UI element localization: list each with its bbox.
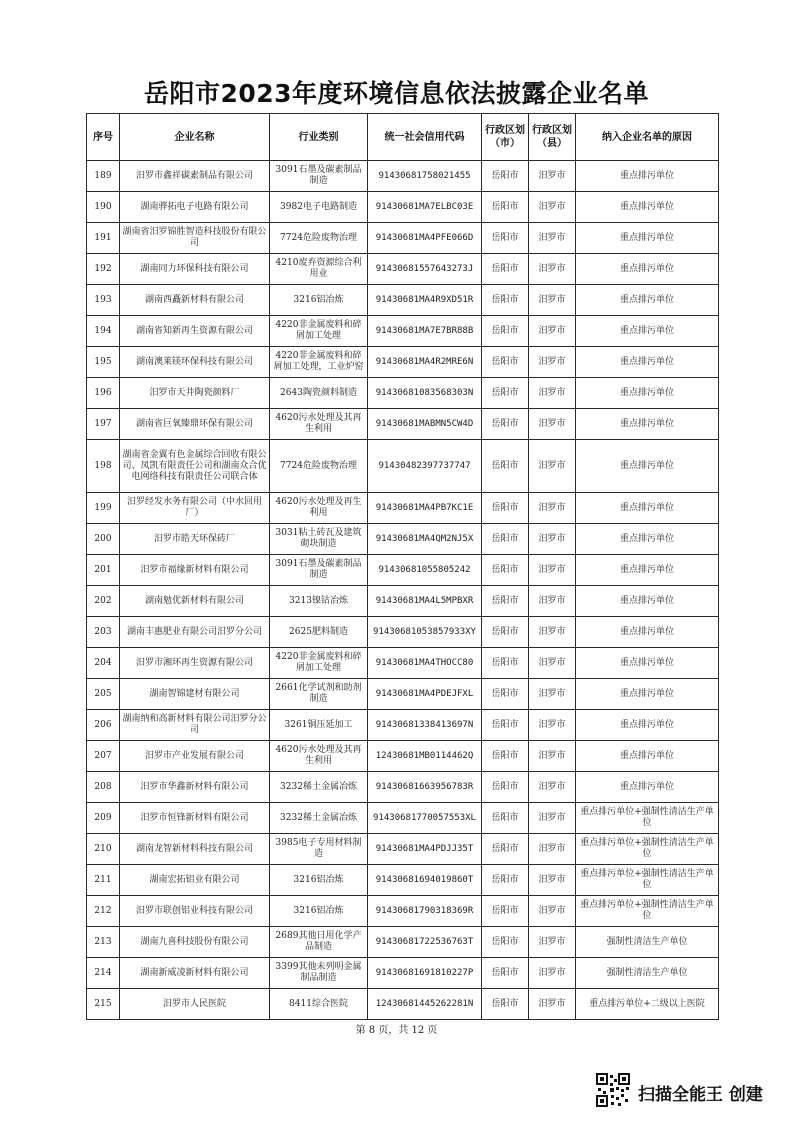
cell-reason: 重点排污单位: [576, 710, 719, 741]
cell-no: 209: [87, 803, 120, 834]
cell-reason: 重点排污单位: [576, 347, 719, 378]
cell-company-name: 湖南勉优新材料有限公司: [120, 586, 270, 617]
cell-city: 岳阳市: [482, 896, 529, 927]
cell-credit-code: 91430681694019860T: [368, 865, 482, 896]
cell-reason: 重点排污单位: [576, 741, 719, 772]
cell-county: 汨罗市: [529, 989, 576, 1020]
cell-no: 193: [87, 285, 120, 316]
cell-reason: 重点排污单位: [576, 285, 719, 316]
cell-city: 岳阳市: [482, 254, 529, 285]
header-city: 行政区划（市）: [482, 114, 529, 161]
cell-city: 岳阳市: [482, 555, 529, 586]
cell-credit-code: 91430681083568303N: [368, 378, 482, 409]
cell-industry: 4220非金属废料和碎屑加工处理，工业炉窑: [270, 347, 368, 378]
cell-company-name: 湖南省金翼有色金属综合回收有限公司、凤凯有限责任公司和湖南众合优电网络科技有限责任公司联合体: [120, 440, 270, 493]
table-row: [87, 803, 719, 834]
cell-county: 汨罗市: [529, 555, 576, 586]
cell-industry: 3982电子电路制造: [270, 192, 368, 223]
cell-company-name: 湖南省巨氧臻鼎环保有限公司: [120, 409, 270, 440]
cell-credit-code: 91430681MA4PFE066D: [368, 223, 482, 254]
cell-no: 213: [87, 927, 120, 958]
cell-industry: 3232稀土金属冶炼: [270, 803, 368, 834]
cell-no: 205: [87, 679, 120, 710]
table-row: [87, 834, 719, 865]
table-row: [87, 772, 719, 803]
cell-company-name: 湖南丰惠肥业有限公司汨罗分公司: [120, 617, 270, 648]
cell-reason: 重点排污单位: [576, 192, 719, 223]
cell-reason: 强制性清洁生产单位: [576, 927, 719, 958]
cell-industry: 3031粘土砖瓦及建筑砌块制造: [270, 524, 368, 555]
cell-credit-code: 91430482397737747: [368, 440, 482, 493]
table-row: [87, 617, 719, 648]
cell-industry: 3261铜压延加工: [270, 710, 368, 741]
cell-reason: 重点排污单位: [576, 524, 719, 555]
cell-county: 汨罗市: [529, 617, 576, 648]
cell-city: 岳阳市: [482, 772, 529, 803]
cell-no: 198: [87, 440, 120, 493]
cell-company-name: 汨罗市天井陶瓷颜料厂: [120, 378, 270, 409]
cell-company-name: 湖南纳和高新材料有限公司汨罗分公司: [120, 710, 270, 741]
cell-industry: 4220非金属废料和碎屑加工处理: [270, 316, 368, 347]
cell-industry: 3216铝冶炼: [270, 896, 368, 927]
cell-company-name: 汨罗市皓天环保砖厂: [120, 524, 270, 555]
cell-no: 210: [87, 834, 120, 865]
cell-city: 岳阳市: [482, 741, 529, 772]
cell-credit-code: 91430681770057553XL: [368, 803, 482, 834]
cell-city: 岳阳市: [482, 285, 529, 316]
cell-city: 岳阳市: [482, 586, 529, 617]
table-row: [87, 347, 719, 378]
cell-credit-code: 91430681338413697N: [368, 710, 482, 741]
cell-reason: 重点排污单位: [576, 440, 719, 493]
cell-company-name: 汨罗市恒锋新材料有限公司: [120, 803, 270, 834]
cell-reason: 重点排污单位: [576, 772, 719, 803]
cell-credit-code: 91430681691810227P: [368, 958, 482, 989]
cell-county: 汨罗市: [529, 223, 576, 254]
cell-reason: 重点排污单位+二级以上医院: [576, 989, 719, 1020]
cell-credit-code: 91430681055805242: [368, 555, 482, 586]
cell-reason: 重点排污单位: [576, 555, 719, 586]
cell-company-name: 湖南九喜科技股份有限公司: [120, 927, 270, 958]
cell-company-name: 汨罗市福缘新材料有限公司: [120, 555, 270, 586]
cell-no: 212: [87, 896, 120, 927]
table-row: [87, 493, 719, 524]
table-row: [87, 958, 719, 989]
cell-company-name: 汨罗市产业发展有限公司: [120, 741, 270, 772]
cell-industry: 3091石墨及碳素制品制造: [270, 555, 368, 586]
cell-no: 192: [87, 254, 120, 285]
camscanner-badge: [596, 1073, 786, 1113]
cell-no: 190: [87, 192, 120, 223]
cell-reason: 重点排污单位: [576, 316, 719, 347]
cell-credit-code: 91430681MA4THOCC80: [368, 648, 482, 679]
cell-company-name: 汨罗经发水务有限公司（中水回用厂）: [120, 493, 270, 524]
cell-county: 汨罗市: [529, 710, 576, 741]
cell-county: 汨罗市: [529, 865, 576, 896]
cell-no: 196: [87, 378, 120, 409]
table-row: [87, 927, 719, 958]
cell-county: 汨罗市: [529, 772, 576, 803]
cell-no: 204: [87, 648, 120, 679]
cell-industry: 4620污水处理及其再生利用: [270, 741, 368, 772]
cell-company-name: 湖南省知新再生资源有限公司: [120, 316, 270, 347]
cell-no: 215: [87, 989, 120, 1020]
table-row: [87, 648, 719, 679]
cell-city: 岳阳市: [482, 617, 529, 648]
cell-company-name: 湖南骅拓电子电路有限公司: [120, 192, 270, 223]
cell-industry: 3213镍钴冶炼: [270, 586, 368, 617]
cell-reason: 重点排污单位: [576, 161, 719, 192]
cell-no: 214: [87, 958, 120, 989]
table-row: [87, 285, 719, 316]
cell-city: 岳阳市: [482, 834, 529, 865]
cell-industry: 3985电子专用材料制造: [270, 834, 368, 865]
table-row: [87, 316, 719, 347]
header-county: 行政区划（县）: [529, 114, 576, 161]
cell-county: 汨罗市: [529, 679, 576, 710]
table-row: [87, 679, 719, 710]
table-row: [87, 409, 719, 440]
qr-code-icon: [596, 1073, 630, 1107]
cell-no: 197: [87, 409, 120, 440]
cell-credit-code: 91430681053857933XY: [368, 617, 482, 648]
cell-no: 201: [87, 555, 120, 586]
cell-industry: 4210废弃资源综合利用业: [270, 254, 368, 285]
enterprise-list-table: [86, 113, 719, 1020]
cell-company-name: 汨罗市联创铝业科技有限公司: [120, 896, 270, 927]
cell-county: 汨罗市: [529, 409, 576, 440]
table-row: [87, 254, 719, 285]
cell-county: 汨罗市: [529, 958, 576, 989]
table-row: [87, 989, 719, 1020]
cell-credit-code: 91430681MA4R2MRE6N: [368, 347, 482, 378]
document-title: 岳阳市2023年度环境信息依法披露企业名单: [143, 79, 650, 108]
table-row: [87, 192, 719, 223]
cell-credit-code: 91430681MABMN5CW4D: [368, 409, 482, 440]
cell-industry: 2661化学试剂和助剂制造: [270, 679, 368, 710]
cell-reason: 重点排污单位+强制性清洁生产单位: [576, 865, 719, 896]
cell-credit-code: 91430681722536763T: [368, 927, 482, 958]
cell-industry: 3216铝冶炼: [270, 285, 368, 316]
badge-text: 扫描全能王 创建: [638, 1085, 763, 1105]
cell-no: 191: [87, 223, 120, 254]
cell-reason: 重点排污单位: [576, 617, 719, 648]
header-reason: 纳入企业名单的原因: [576, 114, 719, 161]
cell-city: 岳阳市: [482, 347, 529, 378]
cell-industry: 4620污水处理及再生利用: [270, 493, 368, 524]
header-name: 企业名称: [120, 114, 270, 161]
table-row: [87, 586, 719, 617]
cell-county: 汨罗市: [529, 648, 576, 679]
cell-industry: 3216铝冶炼: [270, 865, 368, 896]
cell-industry: 2643陶瓷颜料制造: [270, 378, 368, 409]
cell-city: 岳阳市: [482, 648, 529, 679]
table-row: [87, 223, 719, 254]
cell-no: 211: [87, 865, 120, 896]
cell-no: 206: [87, 710, 120, 741]
cell-credit-code: 91430681663956783R: [368, 772, 482, 803]
cell-city: 岳阳市: [482, 927, 529, 958]
cell-company-name: 湖南省汨罗锦胜智造科技股份有限公司: [120, 223, 270, 254]
cell-company-name: 湖南新威凌新材料有限公司: [120, 958, 270, 989]
cell-credit-code: 91430681MA4QM2NJ5X: [368, 524, 482, 555]
cell-city: 岳阳市: [482, 958, 529, 989]
table-header-row: [87, 114, 719, 161]
cell-county: 汨罗市: [529, 586, 576, 617]
header-code: 统一社会信用代码: [368, 114, 482, 161]
cell-company-name: 湖南同力环保科技有限公司: [120, 254, 270, 285]
cell-company-name: 湖南澳莱镁环保科技有限公司: [120, 347, 270, 378]
cell-no: 207: [87, 741, 120, 772]
cell-county: 汨罗市: [529, 254, 576, 285]
cell-industry: 4620污水处理及其再生利用: [270, 409, 368, 440]
cell-no: 200: [87, 524, 120, 555]
cell-credit-code: 91430681790318369R: [368, 896, 482, 927]
cell-city: 岳阳市: [482, 440, 529, 493]
cell-industry: 3232稀土金属冶炼: [270, 772, 368, 803]
header-no: 序号: [87, 114, 120, 161]
cell-industry: 2689其他日用化学产品制造: [270, 927, 368, 958]
cell-company-name: 湖南宏拓铝业有限公司: [120, 865, 270, 896]
cell-credit-code: 91430681MA4PDEJFXL: [368, 679, 482, 710]
cell-county: 汨罗市: [529, 524, 576, 555]
table-row: [87, 555, 719, 586]
cell-credit-code: 91430681758021455: [368, 161, 482, 192]
page-footer: 第 8 页，共 12 页: [355, 1025, 438, 1036]
cell-county: 汨罗市: [529, 896, 576, 927]
cell-reason: 重点排污单位: [576, 679, 719, 710]
cell-no: 189: [87, 161, 120, 192]
cell-credit-code: 91430681MA4R9XD51R: [368, 285, 482, 316]
cell-reason: 重点排污单位: [576, 223, 719, 254]
cell-reason: 重点排污单位+强制性清洁生产单位: [576, 834, 719, 865]
cell-no: 203: [87, 617, 120, 648]
table-row: [87, 896, 719, 927]
cell-city: 岳阳市: [482, 524, 529, 555]
cell-county: 汨罗市: [529, 285, 576, 316]
cell-company-name: 湖南龙智新材料科技有限公司: [120, 834, 270, 865]
cell-city: 岳阳市: [482, 378, 529, 409]
table-row: [87, 161, 719, 192]
cell-reason: 重点排污单位: [576, 254, 719, 285]
cell-company-name: 湖南智锦建材有限公司: [120, 679, 270, 710]
cell-industry: 2625肥料制造: [270, 617, 368, 648]
cell-city: 岳阳市: [482, 161, 529, 192]
cell-credit-code: 91430681557643273J: [368, 254, 482, 285]
cell-industry: 7724危险废物治理: [270, 223, 368, 254]
cell-city: 岳阳市: [482, 223, 529, 254]
cell-city: 岳阳市: [482, 409, 529, 440]
cell-no: 199: [87, 493, 120, 524]
cell-county: 汨罗市: [529, 347, 576, 378]
cell-county: 汨罗市: [529, 741, 576, 772]
cell-city: 岳阳市: [482, 989, 529, 1020]
header-industry: 行业类别: [270, 114, 368, 161]
cell-city: 岳阳市: [482, 803, 529, 834]
cell-industry: 3091石墨及碳素制品制造: [270, 161, 368, 192]
cell-county: 汨罗市: [529, 440, 576, 493]
cell-county: 汨罗市: [529, 834, 576, 865]
cell-credit-code: 12430681445262281N: [368, 989, 482, 1020]
cell-reason: 重点排污单位: [576, 378, 719, 409]
table-row: [87, 865, 719, 896]
cell-reason: 重点排污单位+强制性清洁生产单位: [576, 896, 719, 927]
cell-industry: 3399其他未列明金属制品制造: [270, 958, 368, 989]
cell-reason: 重点排污单位+强制性清洁生产单位: [576, 803, 719, 834]
cell-no: 202: [87, 586, 120, 617]
cell-industry: 7724危险废物治理: [270, 440, 368, 493]
table-row: [87, 710, 719, 741]
cell-company-name: 汨罗市华鑫新材料有限公司: [120, 772, 270, 803]
table-row: [87, 741, 719, 772]
table-row: [87, 440, 719, 493]
cell-reason: 重点排污单位: [576, 648, 719, 679]
cell-reason: 重点排污单位: [576, 493, 719, 524]
cell-credit-code: 91430681MA7E7BR88B: [368, 316, 482, 347]
cell-county: 汨罗市: [529, 493, 576, 524]
cell-no: 195: [87, 347, 120, 378]
cell-city: 岳阳市: [482, 710, 529, 741]
cell-credit-code: 91430681MA4L5MPBXR: [368, 586, 482, 617]
cell-company-name: 汨罗市人民医院: [120, 989, 270, 1020]
cell-company-name: 汨罗市湘环再生资源有限公司: [120, 648, 270, 679]
cell-reason: 重点排污单位: [576, 586, 719, 617]
cell-city: 岳阳市: [482, 316, 529, 347]
cell-reason: 强制性清洁生产单位: [576, 958, 719, 989]
cell-industry: 4220非金属废料和碎屑加工处理: [270, 648, 368, 679]
cell-city: 岳阳市: [482, 192, 529, 223]
cell-reason: 重点排污单位: [576, 409, 719, 440]
cell-credit-code: 91430681MA4PDJJ35T: [368, 834, 482, 865]
cell-credit-code: 12430681MB0114462Q: [368, 741, 482, 772]
cell-company-name: 汨罗市鑫祥碳素制品有限公司: [120, 161, 270, 192]
cell-city: 岳阳市: [482, 679, 529, 710]
table-row: [87, 378, 719, 409]
cell-county: 汨罗市: [529, 927, 576, 958]
cell-company-name: 湖南西矗新材料有限公司: [120, 285, 270, 316]
cell-city: 岳阳市: [482, 865, 529, 896]
table-row: [87, 524, 719, 555]
cell-county: 汨罗市: [529, 803, 576, 834]
cell-no: 194: [87, 316, 120, 347]
cell-county: 汨罗市: [529, 316, 576, 347]
cell-credit-code: 91430681MA4PB7KC1E: [368, 493, 482, 524]
cell-county: 汨罗市: [529, 378, 576, 409]
cell-industry: 8411综合医院: [270, 989, 368, 1020]
cell-no: 208: [87, 772, 120, 803]
cell-county: 汨罗市: [529, 161, 576, 192]
cell-credit-code: 91430681MA7ELBC03E: [368, 192, 482, 223]
cell-city: 岳阳市: [482, 493, 529, 524]
cell-county: 汨罗市: [529, 192, 576, 223]
